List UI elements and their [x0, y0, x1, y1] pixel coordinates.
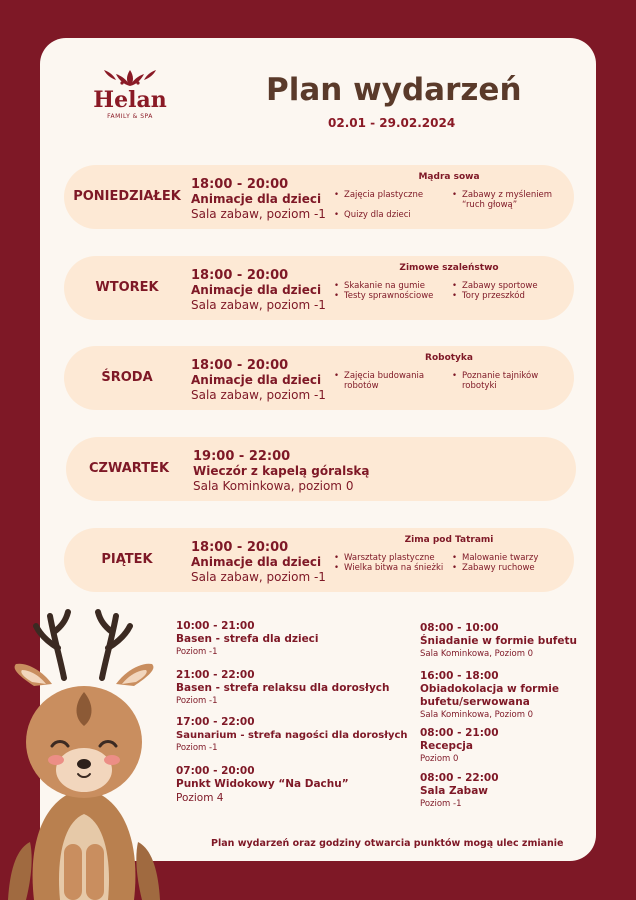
day-label: CZWARTEK: [88, 461, 170, 476]
facility-name: Sala Zabaw: [420, 785, 488, 797]
event-time: 18:00 - 20:00: [191, 268, 289, 283]
facility-item: [420, 622, 577, 660]
facility-level: Poziom -1: [176, 647, 218, 657]
facility-time: 08:00 - 21:00: [420, 727, 499, 739]
facility-time: 21:00 - 22:00: [176, 669, 255, 681]
day-row-tuesday: [64, 256, 574, 320]
event-time: 18:00 - 20:00: [191, 177, 289, 192]
program-item: • Wielka bitwa na śnieżki: [334, 563, 446, 573]
facility-name: Saunarium - strefa nagości dla dorosłych: [176, 730, 408, 741]
footer-note: Plan wydarzeń oraz godziny otwarcia punktów mogą ulec zmianie: [211, 838, 564, 849]
facility-name: Basen - strefa relaksu dla dorosłych: [176, 682, 390, 694]
program-title: Mądra sowa: [418, 172, 480, 182]
day-label: PONIEDZIAŁEK: [73, 189, 181, 204]
facility-item: [176, 765, 349, 805]
program-item: • Zajęcia plastyczne: [334, 190, 446, 210]
facility-time: 10:00 - 21:00: [176, 620, 255, 632]
facility-item: [420, 727, 499, 765]
facility-time: 08:00 - 10:00: [420, 622, 499, 634]
program-title: Robotyka: [425, 353, 473, 363]
deer-illustration: [4, 608, 164, 900]
program-item: • Skakanie na gumie: [334, 281, 446, 291]
program-item: • Zabawy sportowe: [452, 281, 564, 291]
date-range: 02.01 - 29.02.2024: [328, 116, 456, 130]
event-place: Sala zabaw, poziom -1: [191, 207, 326, 221]
event-time: 18:00 - 20:00: [191, 540, 289, 555]
page-title: Plan wydarzeń: [266, 72, 522, 108]
day-label: ŚRODA: [101, 370, 153, 385]
day-row-wednesday: [64, 346, 574, 410]
facility-level: Poziom -1: [176, 696, 218, 706]
facility-item: [176, 669, 390, 707]
facility-level: Poziom -1: [176, 743, 218, 753]
facility-item: [420, 670, 570, 721]
event-name: Animacje dla dzieci: [191, 555, 322, 569]
day-label: WTOREK: [95, 280, 159, 295]
facility-name: Śniadanie w formie bufetu: [420, 635, 577, 647]
facility-level: Sala Kominkowa, Poziom 0: [420, 649, 534, 659]
day-label: PIĄTEK: [101, 552, 153, 567]
facility-time: 16:00 - 18:00: [420, 670, 499, 682]
program-item: • Warsztaty plastyczne: [334, 553, 446, 563]
facility-item: [420, 772, 499, 810]
program-item: • Zabawy z myśleniem “ruch głową”: [452, 190, 564, 210]
facility-item: [176, 620, 319, 658]
logo-name: Helan: [93, 87, 167, 113]
event-name: Animacje dla dzieci: [191, 373, 322, 387]
day-row-friday: [64, 528, 574, 592]
facility-item: [176, 716, 408, 754]
event-place: Sala zabaw, poziom -1: [191, 298, 326, 312]
facility-level: Sala Kominkowa, Poziom 0: [420, 710, 534, 720]
facility-name: Recepcja: [420, 740, 473, 752]
event-place: Sala zabaw, poziom -1: [191, 388, 326, 402]
program-item: • Tory przeszkód: [452, 291, 564, 301]
day-row-thursday: [66, 437, 576, 501]
program-item: • Malowanie twarzy: [452, 553, 564, 563]
event-name: Animacje dla dzieci: [191, 283, 322, 297]
facility-level: Poziom -1: [420, 799, 462, 809]
event-name: Wieczór z kapelą góralską: [193, 464, 370, 478]
program-item: • Quizy dla dzieci: [334, 210, 446, 220]
flower-ornament-icon: [100, 68, 160, 88]
logo-subtitle: FAMILY & SPA: [107, 113, 153, 120]
program-item: • Zabawy ruchowe: [452, 563, 564, 573]
facility-level: Poziom 0: [420, 754, 459, 764]
facility-level: Poziom 4: [176, 792, 224, 804]
facility-name: Punkt Widokowy “Na Dachu”: [176, 778, 349, 790]
program-title: Zima pod Tatrami: [404, 535, 494, 545]
facility-time: 07:00 - 20:00: [176, 765, 255, 777]
day-row-monday: [64, 165, 574, 229]
program-title: Zimowe szaleństwo: [399, 263, 499, 273]
program-item: • Poznanie tajników robotyki: [452, 371, 564, 391]
event-time: 18:00 - 20:00: [191, 358, 289, 373]
facility-name: Basen - strefa dla dzieci: [176, 633, 319, 645]
event-name: Animacje dla dzieci: [191, 192, 322, 206]
facility-name: Obiadokolacja w formie bufetu/serwowana: [420, 683, 559, 708]
logo: [92, 68, 168, 120]
event-place: Sala zabaw, poziom -1: [191, 570, 326, 584]
facility-time: 17:00 - 22:00: [176, 716, 255, 728]
event-place: Sala Kominkowa, poziom 0: [193, 479, 354, 493]
facility-time: 08:00 - 22:00: [420, 772, 499, 784]
program-item: • Zajęcia budowania robotów: [334, 371, 446, 391]
event-time: 19:00 - 22:00: [193, 449, 291, 464]
program-item: • Testy sprawnościowe: [334, 291, 446, 301]
